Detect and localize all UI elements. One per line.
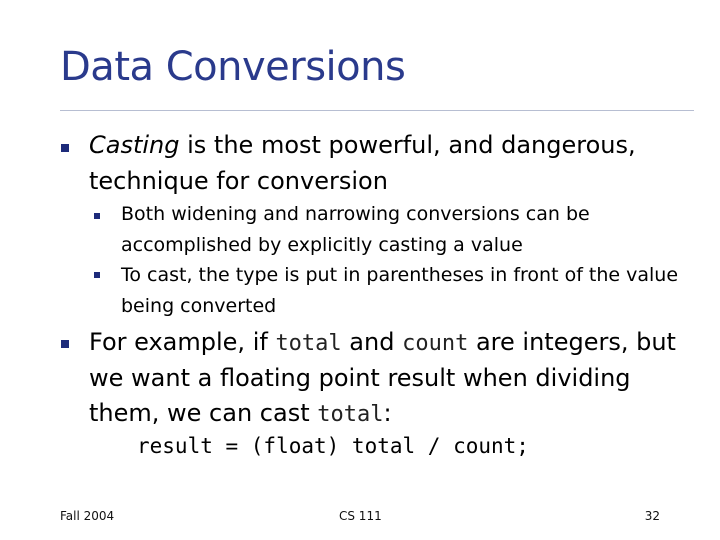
code-count: count bbox=[402, 331, 469, 356]
title-divider bbox=[60, 110, 694, 111]
bullet-casting-text: is the most powerful, and dangerous, technique for conversion bbox=[89, 131, 636, 195]
slide-title: Data Conversions bbox=[60, 44, 406, 90]
example-text-2: and bbox=[341, 328, 403, 356]
square-bullet-icon bbox=[61, 340, 69, 348]
example-text-1: For example, if bbox=[89, 328, 276, 356]
square-bullet-icon bbox=[61, 144, 69, 152]
sub-bullet-to-cast: To cast, the type is put in parentheses in front of the value being converted bbox=[121, 264, 679, 317]
example-text-4: : bbox=[383, 399, 392, 427]
sub-bullet-widening: Both widening and narrowing conversions can be accomplished by explicitly casting a value bbox=[121, 203, 590, 256]
bullet-example bbox=[89, 325, 689, 432]
footer-course: CS 111 bbox=[339, 509, 382, 523]
square-bullet-icon bbox=[94, 213, 100, 219]
example-text-3: are integers, but we want a floating point result when dividing them, we can cast bbox=[89, 328, 676, 427]
code-total-2: total bbox=[317, 402, 384, 427]
footer-page-number: 32 bbox=[644, 509, 660, 523]
square-bullet-icon bbox=[94, 272, 100, 278]
bullet-casting bbox=[89, 127, 689, 199]
code-total: total bbox=[275, 331, 342, 356]
footer-date: Fall 2004 bbox=[60, 509, 115, 523]
emphasis-casting: Casting bbox=[89, 131, 180, 159]
code-example-line: result = (float) total / count; bbox=[137, 434, 529, 458]
